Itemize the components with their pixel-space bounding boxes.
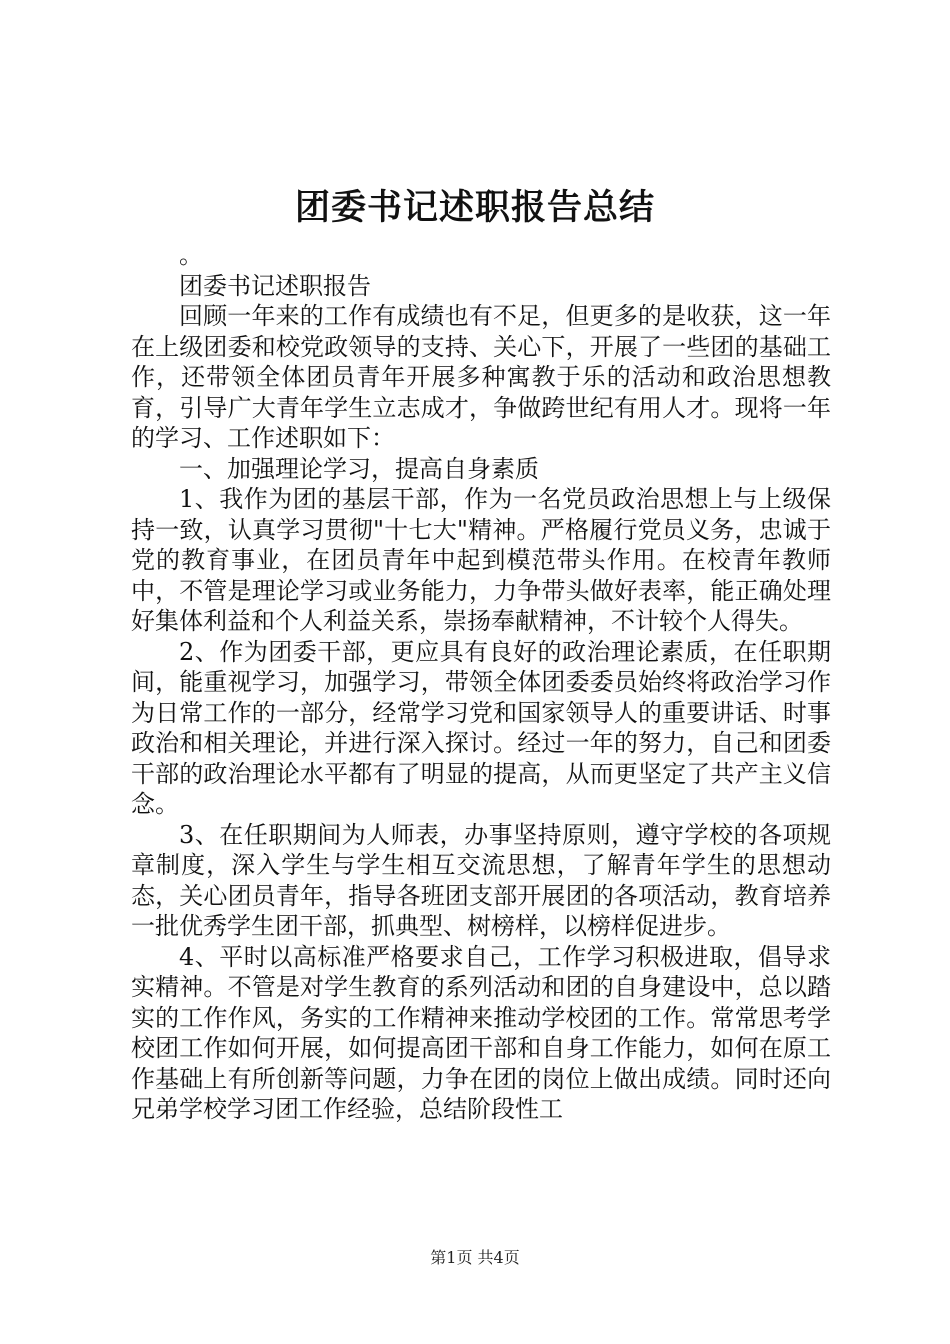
paragraph-item-3: 3、在任职期间为人师表，办事坚持原则，遵守学校的各项规章制度，深入学生与学生相互交流思想，了解青年学生的思想动态，关心团员青年，指导各班团支部开展团的各项活动，教育培养一批优秀学生团干部，抓典型、树榜样，以榜样促进步。	[131, 820, 831, 940]
intro-paragraph: 回顾一年来的工作有成绩也有不足，但更多的是收获，这一年在上级团委和校党政领导的支持、关心下，开展了一些团的基础工作，还带领全体团员青年开展多种寓教于乐的活动和政治思想教育，引导广大青年学生立志成才，争做跨世纪有用人才。现将一年的学习、工作述职如下：	[131, 302, 831, 452]
paragraph-item-1: 1、我作为团的基层干部，作为一名党员政治思想上与上级保持一致，认真学习贯彻"十七大"精神。严格履行党员义务，忠诚于党的教育事业，在团员青年中起到模范带头作用。在校青年教师中，不管是理论学习或业务能力，力争带头做好表率，能正确处理好集体利益和个人利益关系，崇扬奉献精神，不计较个人得失。	[131, 485, 831, 635]
document-title: 团委书记述职报告总结	[294, 187, 655, 228]
section-heading-1: 一、加强理论学习，提高自身素质	[179, 454, 539, 483]
paragraph-item-2: 2、作为团委干部，更应具有良好的政治理论素质，在任职期间，能重视学习，加强学习，带领全体团委委员始终将政治学习作为日常工作的一部分，经常学习党和国家领导人的重要讲话、时事政治和相关理论，并进行深入探讨。经过一年的努力，自己和团委干部的政治理论水平都有了明显的提高，从而更坚定了共产主义信念。	[131, 637, 831, 818]
leading-mark: 。	[179, 241, 203, 269]
paragraph-item-4: 4、平时以高标准严格要求自己，工作学习积极进取，倡导求实精神。不管是对学生教育的系列活动和团的自身建设中，总以踏实的工作作风，务实的工作精神来推动学校团的工作。常常思考学校团工作如何开展，如何提高团干部和自身工作能力，如何在原工作基础上有所创新等问题，力争在团的岗位上做出成绩。同时还向兄弟学校学习团工作经验，总结阶段性工	[131, 942, 831, 1123]
page-footer: 第1页 共4页	[430, 1248, 520, 1267]
document-body	[131, 240, 831, 1125]
report-heading: 团委书记述职报告	[179, 271, 371, 300]
